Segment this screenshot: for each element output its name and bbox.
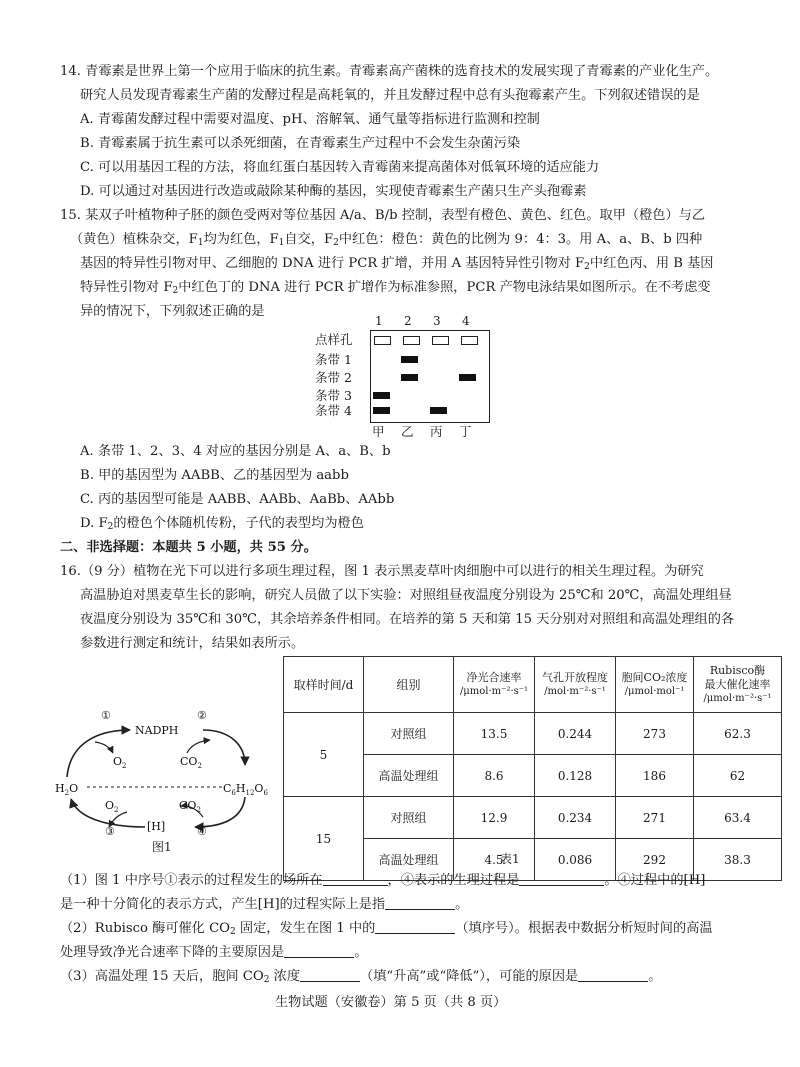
q16-part1-line1: （1）图 1 中序号①表示的过程发生的场所在 ，④表示的生理过程是 。④过程中的[H] xyxy=(60,873,706,888)
upper-left-arc xyxy=(67,730,130,777)
q15-option-b: B. 甲的基因型为 AABB、乙的基因型为 aabb xyxy=(80,468,349,483)
answer-blank[interactable] xyxy=(519,871,604,886)
q16-stem-line4: 参数进行测定和统计，结果如表所示。 xyxy=(80,636,305,651)
gel-band xyxy=(401,356,418,363)
header-rubisco: Rubisco酶 最大催化速率 /μmol·m⁻²·s⁻¹ xyxy=(694,657,782,713)
gel-band xyxy=(373,392,390,399)
q14-option-d: D. 可以通过对基因进行改造或敲除某种酶的基因，实现使青霉素生产菌只生产头孢霉素 xyxy=(80,184,587,199)
cell-net: 12.9 xyxy=(454,797,535,839)
header-stomata: 气孔开放程度 /mol·m⁻²·s⁻¹ xyxy=(535,657,616,713)
cell-co2: 292 xyxy=(616,839,694,881)
sample-well xyxy=(374,336,391,345)
gel-band xyxy=(401,374,418,381)
cell-group: 高温处理组 xyxy=(364,839,454,881)
co2-branch-arrow xyxy=(187,740,210,753)
cell-rubisco: 63.4 xyxy=(694,797,782,839)
gel-band xyxy=(430,407,447,414)
co2-bottom-label: $CO_2$ xyxy=(179,799,201,814)
page-footer: 生物试题（安徽卷）第 5 页（共 8 页） xyxy=(275,995,507,1010)
sample-well xyxy=(461,336,478,345)
data-table xyxy=(283,656,782,881)
cell-co2: 273 xyxy=(616,713,694,755)
o2-branch-arrow xyxy=(95,742,113,753)
plant-label: 丙 xyxy=(430,424,443,439)
cell-group: 对照组 xyxy=(364,797,454,839)
band-label-2: 条带 2 xyxy=(315,370,352,385)
figure1-caption: 图1 xyxy=(152,840,172,854)
answer-blank[interactable] xyxy=(578,967,648,982)
header-group: 组别 xyxy=(364,657,454,713)
q16-part1-line2: 是一种十分简化的表示方式，产生[H]的过程实际上是指 。 xyxy=(60,897,469,912)
q14-stem-line1: 14. 青霉素是世界上第一个应用于临床的抗生素。青霉素高产菌株的选育技术的发展实现了青霉素的产业化生产。 xyxy=(60,64,719,79)
q14-option-b: B. 青霉素属于抗生素可以杀死细菌，在青霉素生产过程中不会发生杂菌污染 xyxy=(80,136,521,151)
circle-3-label: ③ xyxy=(105,825,115,835)
upper-right-arc xyxy=(203,730,245,765)
lower-right-arc xyxy=(195,797,245,827)
gel-band xyxy=(373,407,390,414)
answer-blank[interactable] xyxy=(300,967,360,982)
q15-stem-line3: 基因的特异性引物对甲、乙细胞的 DNA 进行 PCR 扩增，并用 A 基因特异性引物对 $F_2$中红色丙、用 B 基因 xyxy=(80,256,714,272)
h-label: [H] xyxy=(147,820,166,833)
cell-stoma: 0.244 xyxy=(535,713,616,755)
cell-net: 13.5 xyxy=(454,713,535,755)
lane-number: 1 xyxy=(375,314,383,328)
co2-top-label: $CO_2$ xyxy=(180,755,202,770)
plant-label: 乙 xyxy=(401,424,414,439)
q16-stem-line1: 16.（9 分）植物在光下可以进行多项生理过程，图 1 表示黑麦草叶肉细胞中可以进行的相关生理过程。为研究 xyxy=(60,564,704,579)
cell-stoma: 0.128 xyxy=(535,755,616,797)
well-label: 点样孔 xyxy=(315,332,353,347)
q15-stem-line4: 特异性引物对 $F_2$中红色丁的 DNA 进行 PCR 扩增作为标准参照，PCR 产物电泳结果如图所示。在不考虑变 xyxy=(80,280,711,296)
answer-blank[interactable] xyxy=(323,871,388,886)
o2-bottom-label: $O_2$ xyxy=(105,799,119,814)
section-heading: 二、非选择题：本题共 5 小题，共 55 分。 xyxy=(60,540,317,555)
cell-rubisco: 62 xyxy=(694,755,782,797)
q14-stem-line2: 研究人员发现青霉素生产菌的发酵过程是高耗氧的，并且发酵过程中总有头孢霉素产生。下列叙述错误的是 xyxy=(80,88,700,103)
gel-band xyxy=(459,374,476,381)
o2-top-label: $O_2$ xyxy=(113,755,127,770)
table-row xyxy=(284,797,782,839)
circle-2-label: ② xyxy=(197,709,207,722)
q15-stem-line2: （黄色）植株杂交，$F_1$均为红色，$F_1$自交，$F_2$中红色：橙色：黄色的比例为 9：4：3。用 A、a、B、b 四种 xyxy=(70,232,703,248)
table1-caption: 表1 xyxy=(500,852,520,866)
figure1-diagram xyxy=(55,705,280,835)
band-label-1: 条带 1 xyxy=(315,352,352,367)
q16-stem-line2: 高温胁迫对黑麦草生长的影响，研究人员做了以下实验：对照组昼夜温度分别设为 25℃和 20℃，高温处理组昼 xyxy=(80,588,732,603)
header-co2: 胞间CO₂浓度 /μmol·mol⁻¹ xyxy=(616,657,694,713)
header-net-photosynthesis: 净光合速率 /μmol·m⁻²·s⁻¹ xyxy=(454,657,535,713)
answer-blank[interactable] xyxy=(375,919,455,934)
lane-number: 3 xyxy=(433,314,441,328)
h2o-label: $H_2O$ xyxy=(55,782,79,797)
q16-part3-line1: （3）高温处理 15 天后，胞间 $CO_2$ 浓度 （填“升高”或“降低”），可能的原因是 。 xyxy=(60,969,662,985)
cell-stoma: 0.234 xyxy=(535,797,616,839)
q15-stem-line5: 异的情况下，下列叙述正确的是 xyxy=(80,304,265,319)
lane-number: 2 xyxy=(404,314,412,328)
q15-option-c: C. 丙的基因型可能是 AABB、AABb、AaBb、AAbb xyxy=(80,492,395,507)
q14-option-c: C. 可以用基因工程的方法，将血红蛋白基因转入青霉菌来提高菌体对低氧环境的适应能力 xyxy=(80,160,600,175)
cell-time: 5 xyxy=(284,713,364,797)
q16-part2-line2: 处理导致净光合速率下降的主要原因是 。 xyxy=(60,945,368,960)
cell-net: 4.5 xyxy=(454,839,535,881)
q16-part2-line1: （2）Rubisco 酶可催化 $CO_2$ 固定，发生在图 1 中的 （填序号）。根据表中数据分析短时间的高温 xyxy=(60,921,713,937)
header-time: 取样时间/d xyxy=(284,657,364,713)
gel-frame xyxy=(370,330,490,423)
plant-label: 甲 xyxy=(372,424,385,439)
q16-stem-line3: 夜温度分别设为 35℃和 30℃，其余培养条件相同。在培养的第 5 天和第 15 天分别对对照组和高温处理组的各 xyxy=(80,612,735,627)
lane-number: 4 xyxy=(462,314,470,328)
table-row xyxy=(284,713,782,755)
cell-co2: 186 xyxy=(616,755,694,797)
cell-group: 高温处理组 xyxy=(364,755,454,797)
cell-co2: 271 xyxy=(616,797,694,839)
cell-rubisco: 38.3 xyxy=(694,839,782,881)
band-label-4: 条带 4 xyxy=(315,403,352,418)
sample-well xyxy=(432,336,449,345)
q15-option-d: D. $F_2$的橙色个体随机传粉，子代的表型均为橙色 xyxy=(80,516,364,532)
circle-1-label: ① xyxy=(101,709,111,722)
band-label-3: 条带 3 xyxy=(315,388,352,403)
plant-label: 丁 xyxy=(459,424,472,439)
q15-stem-line1: 15. 某双子叶植物种子胚的颜色受两对等位基因 A/a、B/b 控制，表型有橙色、黄色、红色。取甲（橙色）与乙 xyxy=(60,208,706,223)
answer-blank[interactable] xyxy=(385,895,455,910)
cell-rubisco: 62.3 xyxy=(694,713,782,755)
q15-option-a: A. 条带 1、2、3、4 对应的基因分别是 A、a、B、b xyxy=(80,444,391,459)
cell-time: 15 xyxy=(284,797,364,881)
glucose-label: $C_6H_{12}O_6$ xyxy=(223,782,268,797)
answer-blank[interactable] xyxy=(284,943,354,958)
q14-option-a: A. 青霉菌发酵过程中需要对温度、pH、溶解氧、通气量等指标进行监测和控制 xyxy=(80,112,540,127)
cell-net: 8.6 xyxy=(454,755,535,797)
sample-well xyxy=(403,336,420,345)
cell-stoma: 0.086 xyxy=(535,839,616,881)
circle-4-label: ④ xyxy=(197,825,207,835)
nadph-label: NADPH xyxy=(135,724,179,737)
cell-group: 对照组 xyxy=(364,713,454,755)
